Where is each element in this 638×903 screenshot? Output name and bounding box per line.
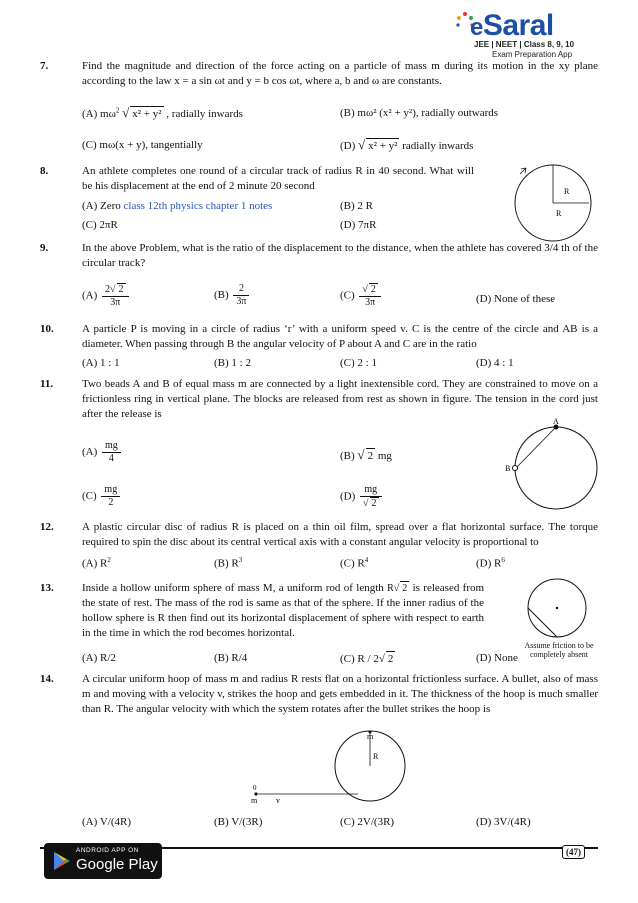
option-d-label: (D) R	[476, 557, 502, 570]
brand-subtitle: Exam Preparation App	[492, 50, 573, 59]
radicand: 2	[402, 583, 408, 594]
option-d: (D) None	[476, 652, 518, 664]
question-text: A circular uniform hoop of mass m and radius R rests flat on a horizontal frictionless surface. A bullet, also of mass m and moving with a velocity v, strikes the hoop and gets embedded in it. The thickness of the hoop is much smaller than R. The angular velocity with which the system rotates after the bullet strikes the hoop is	[82, 673, 598, 715]
question-text: Find the magnitude and direction of the force acting on a particle of mass m during its motion in the xy plane according to the law x = a sin ωt and y = b cos ωt, where a, b and ω are constants.	[82, 60, 598, 87]
sqrt-icon: √	[378, 653, 385, 665]
figure-label: R	[373, 752, 379, 761]
friction-note: Assume friction to be completely absent	[524, 641, 594, 659]
option-d	[340, 136, 473, 154]
question-text-part: Inside a hollow uniform sphere of mass M, a uniform rod of length	[82, 582, 384, 594]
option-a	[82, 440, 123, 465]
option-c-label: (C)	[340, 653, 355, 665]
option-b	[340, 446, 392, 464]
option-a-label: (A)	[82, 446, 98, 459]
figure-label: v	[276, 796, 280, 804]
option-c	[82, 484, 122, 509]
option-b: (B) 1 : 2	[214, 357, 251, 369]
option-a-label: (A) R	[82, 557, 108, 570]
option-b	[214, 556, 242, 572]
option-c-r: R / 2	[357, 653, 379, 665]
option-d-label: (D)	[340, 140, 356, 152]
store-small-text: ANDROID APP ON	[76, 847, 139, 854]
fraction	[101, 484, 120, 509]
option-c: (C) 2V/(3R)	[340, 816, 395, 828]
option-c	[340, 556, 368, 572]
sqrt-icon: √	[362, 284, 368, 295]
option-a	[82, 104, 243, 122]
beads-ring-figure	[504, 416, 600, 516]
option-a-label: (A)	[82, 289, 98, 302]
option-a-tail: , radially inwards	[166, 108, 243, 120]
hollow-sphere-figure	[522, 576, 592, 642]
option-c: (C) 2πR	[82, 219, 118, 231]
figure-label: m	[367, 732, 374, 741]
question-number: 10.	[40, 323, 54, 335]
question-number: 12.	[40, 521, 54, 533]
option-d: (D) 7πR	[340, 219, 377, 231]
numerator: mg	[102, 440, 121, 453]
option-a	[82, 199, 272, 214]
hoop-bullet-figure	[246, 726, 406, 804]
radicand: 2	[367, 450, 374, 462]
question-number: 7.	[40, 60, 49, 72]
google-play-badge[interactable]	[44, 843, 162, 879]
question-number: 8.	[40, 165, 49, 177]
brand-name: Saral	[482, 9, 554, 42]
option-b-sup: 3	[238, 556, 243, 564]
store-name: Google Play	[76, 856, 158, 873]
question-text: A particle P is moving in a circle of radius ‘r’ with a uniform speed v. C is the centre of the circle and AB is a diameter. When passing through B the angular velocity of P about A and C are in the ratio	[82, 323, 598, 350]
option-c-label: (C)	[340, 289, 355, 302]
question-number: 14.	[40, 673, 54, 685]
option-a: (A) R/2	[82, 652, 116, 664]
numerator	[102, 283, 129, 297]
option-d: (D) None of these	[476, 293, 556, 305]
question-text: A plastic circular disc of radius R is placed on a thin oil film, spread over a flat horizontal surface. The torque required to spin the disc about its central vertical axis with a constant angular velocity is proportional to	[82, 521, 598, 548]
option-d-sup: 6	[501, 556, 505, 564]
sqrt-icon: √	[357, 447, 365, 462]
rod-length	[387, 583, 409, 594]
option-c: (C) mω(x + y), tangentially	[82, 139, 203, 151]
denominator	[360, 497, 382, 510]
option-b	[214, 283, 251, 308]
question-number: 11.	[40, 378, 54, 390]
figure-label: m	[251, 796, 258, 804]
option-b: (B) R/4	[214, 652, 248, 664]
option-b-tail: mg	[377, 450, 392, 462]
fraction	[359, 283, 381, 309]
option-c	[340, 283, 383, 309]
option-a: (A) 1 : 1	[82, 357, 120, 369]
denominator: 3π	[110, 297, 121, 308]
fraction	[233, 283, 249, 308]
option-a	[82, 283, 131, 309]
question-number: 9.	[40, 242, 49, 254]
radicand: 2	[387, 653, 394, 665]
option-b-label: (B)	[340, 450, 355, 462]
denominator: 3π	[365, 297, 376, 308]
option-a: (A) V/(4R)	[82, 816, 131, 828]
rod-length-r: R	[387, 583, 394, 594]
numerator: 2	[233, 283, 249, 296]
brand-e: e	[470, 14, 483, 41]
option-d-radicand: x² + y²	[368, 140, 398, 152]
radicand: 2	[371, 498, 377, 509]
option-b: (B) V/(3R)	[214, 816, 263, 828]
option-b-label: (B)	[214, 289, 229, 302]
option-b: (B) 2 R	[340, 200, 373, 212]
coefficient: 2	[105, 284, 111, 295]
option-c-sup: 4	[364, 556, 369, 564]
option-c-label: (C)	[82, 490, 97, 503]
page-number: (47)	[562, 845, 585, 859]
option-d: (D) 4 : 1	[476, 357, 514, 369]
notes-link[interactable]: class 12th physics chapter 1 notes	[123, 200, 273, 212]
option-a	[82, 556, 111, 572]
option-c	[340, 651, 395, 667]
figure-label: R	[556, 209, 562, 218]
figure-label: A	[553, 417, 559, 426]
question-text: Two beads A and B of equal mass m are connected by a light inextensible cord. They are constrained to move on a frictionless ring in vertical plane. The blocks are released from rest as shown in figure. The tension in the cord just after the release is	[82, 378, 598, 420]
numerator: mg	[101, 484, 120, 497]
numerator: mg	[360, 484, 382, 497]
option-b-label: (B) R	[214, 557, 239, 570]
fraction	[102, 283, 129, 309]
option-a-sup: 2	[115, 106, 120, 115]
denominator: 3π	[236, 296, 247, 307]
option-d-tail: radially inwards	[402, 140, 474, 152]
sqrt-icon: √	[358, 137, 366, 152]
option-d: (D) 3V/(4R)	[476, 816, 531, 828]
fraction	[360, 484, 382, 510]
figure-label: 0	[253, 784, 257, 792]
play-store-icon	[53, 851, 71, 871]
question-text	[82, 581, 484, 640]
sqrt-icon: √	[110, 284, 116, 295]
figure-label: R	[564, 187, 570, 196]
option-d-label: (D)	[340, 490, 356, 503]
sqrt-icon: √	[363, 498, 369, 509]
denominator: 4	[108, 453, 114, 464]
option-a-radicand: x² + y²	[132, 108, 162, 120]
option-c: (C) 2 : 1	[340, 357, 377, 369]
option-a-sup: 2	[107, 556, 111, 564]
denominator: 2	[108, 497, 114, 508]
brand-tagline: JEE | NEET | Class 8, 9, 10	[474, 40, 575, 49]
numerator	[359, 283, 381, 297]
sqrt-icon: √	[393, 583, 400, 594]
question-number: 13.	[40, 582, 54, 594]
circular-track-figure	[506, 156, 600, 250]
fraction	[102, 440, 121, 465]
option-b: (B) mω² (x² + y²), radially outwards	[340, 107, 499, 119]
option-c-label: (C) R	[340, 557, 365, 570]
option-d	[340, 484, 384, 510]
question-text: An athlete completes one round of a circular track of radius R in 40 second. What will be his displacement at the end of 2 minute 20 second	[82, 165, 474, 192]
radicand: 2	[370, 284, 376, 295]
figure-label: B	[505, 464, 511, 473]
sqrt-icon: √	[122, 105, 130, 120]
question-text-part: is released from the state of rest. The mass of the rod is same as that of the sphere. If the inner radius of the hollow sphere is R then find out its horizontal displacement of sphere with respect to earth in the time in which the rod becomes horizontal.	[82, 582, 485, 639]
option-d	[476, 556, 505, 572]
question-text: In the above Problem, what is the ratio of the displacement to the distance, when the athlete has covered 3/4 th of the circular track?	[82, 242, 598, 269]
option-a-label: (A) mω	[82, 108, 116, 120]
radicand: 2	[118, 284, 124, 295]
option-a-label: (A) Zero	[82, 200, 121, 212]
